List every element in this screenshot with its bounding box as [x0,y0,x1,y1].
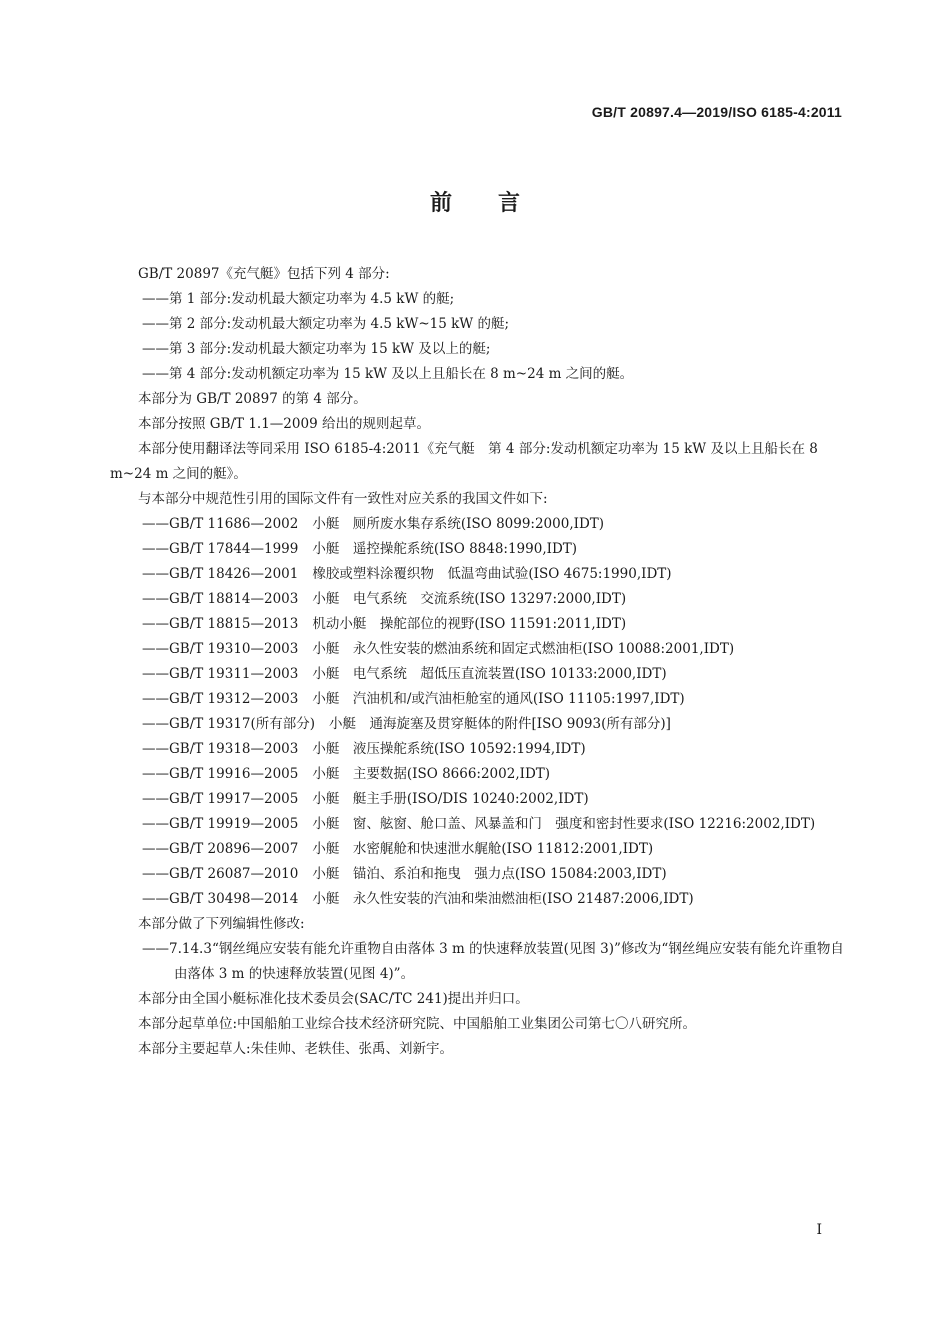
series-part-2: ——第 2 部分:发动机最大额定功率为 4.5 kW~15 kW 的艇; [142,316,510,332]
reference-title: 小艇 液压操舵系统(ISO 10592:1994,IDT) [312,741,586,757]
reference-number: ——GB/T 11686—2002 [142,516,299,532]
reference-item [110,562,844,587]
adoption-statement: 本部分使用翻译法等同采用 ISO 6185-4:2011《充气艇 第 4 部分:发动机额定功率为 15 kW 及以上且船长在 8 m~24 m 之间的艇》。 [110,441,818,482]
drafters-statement: 本部分主要起草人:朱佳帅、老轶佳、张禹、刘新宇。 [138,1041,454,1057]
reference-item [110,787,844,812]
reference-item [110,537,844,562]
reference-item [110,762,844,787]
reference-item [110,862,844,887]
reference-title: 小艇 通海旋塞及贯穿艇体的附件[ISO 9093(所有部分)] [329,716,671,732]
standard-code-header: GB/T 20897.4—2019/ISO 6185-4:2011 [591,104,842,120]
reference-title: 小艇 水密艉舱和快速泄水艉舱(ISO 11812:2001,IDT) [312,841,654,857]
reference-number: ——GB/T 18815—2013 [142,616,299,632]
reference-title: 小艇 主要数据(ISO 8666:2002,IDT) [312,766,551,782]
reference-item [110,512,844,537]
reference-title: 小艇 汽油机和/或汽油柜舱室的通风(ISO 11105:1997,IDT) [312,691,685,707]
reference-item [110,662,844,687]
reference-item [110,637,844,662]
series-part-4: ——第 4 部分:发动机额定功率为 15 kW 及以上且船长在 8 m~24 m 之间的艇。 [142,366,634,382]
reference-title: 小艇 永久性安装的汽油和柴油燃油柜(ISO 21487:2006,IDT) [312,891,694,907]
reference-number: ——GB/T 19311—2003 [142,666,299,682]
reference-title: 橡胶或塑料涂覆织物 低温弯曲试验(ISO 4675:1990,IDT) [312,566,672,582]
reference-title: 小艇 窗、舷窗、舱口盖、风暴盖和门 强度和密封性要求(ISO 12216:2002,IDT) [312,816,816,832]
reference-title: 机动小艇 操舵部位的视野(ISO 11591:2011,IDT) [312,616,627,632]
reference-item [110,587,844,612]
reference-title: 小艇 遥控操舵系统(ISO 8848:1990,IDT) [312,541,578,557]
this-part-statement: 本部分为 GB/T 20897 的第 4 部分。 [138,391,367,407]
reference-number: ——GB/T 19919—2005 [142,816,299,832]
page-title: 前言 [429,191,566,216]
reference-number: ——GB/T 19317(所有部分) [142,716,316,732]
reference-number: ——GB/T 19318—2003 [142,741,299,757]
reference-title: 小艇 电气系统 交流系统(ISO 13297:2000,IDT) [312,591,627,607]
reference-number: ——GB/T 18426—2001 [142,566,299,582]
reference-title: 小艇 电气系统 超低压直流装置(ISO 10133:2000,IDT) [312,666,667,682]
series-statement: GB/T 20897《充气艇》包括下列 4 部分: [138,266,390,282]
reference-item [110,837,844,862]
reference-number: ——GB/T 19917—2005 [142,791,299,807]
reference-item [110,887,844,912]
reference-number: ——GB/T 26087—2010 [142,866,299,882]
series-part-3: ——第 3 部分:发动机最大额定功率为 15 kW 及以上的艇; [142,341,491,357]
foreword-body [110,262,844,1062]
reference-title: 小艇 锚泊、系泊和拖曳 强力点(ISO 15084:2003,IDT) [312,866,667,882]
reference-number: ——GB/T 17844—1999 [142,541,299,557]
reference-item [110,612,844,637]
reference-item [110,687,844,712]
reference-number: ——GB/T 30498—2014 [142,891,299,907]
reference-item [110,737,844,762]
reference-title: 小艇 厕所废水集存系统(ISO 8099:2000,IDT) [312,516,605,532]
proposer-statement: 本部分由全国小艇标准化技术委员会(SAC/TC 241)提出并归口。 [138,991,529,1007]
drafting-units-statement: 本部分起草单位:中国船舶工业综合技术经济研究院、中国船舶工业集团公司第七〇八研究所。 [138,1016,697,1032]
editorial-item: ——7.14.3“钢丝绳应安装有能允许重物自由落体 3 m 的快速释放装置(见图 3)”修改为“钢丝绳应安装有能允许重物自由落体 3 m 的快速释放装置(见图 4)”。 [142,941,844,982]
reference-list [110,512,844,912]
reference-number: ——GB/T 19312—2003 [142,691,299,707]
editorial-intro: 本部分做了下列编辑性修改: [138,916,305,932]
drafting-rule-statement: 本部分按照 GB/T 1.1—2009 给出的规则起草。 [138,416,430,432]
reference-title: 小艇 永久性安装的燃油系统和固定式燃油柜(ISO 10088:2001,IDT) [312,641,735,657]
series-part-1: ——第 1 部分:发动机最大额定功率为 4.5 kW 的艇; [142,291,455,307]
reference-title: 小艇 艇主手册(ISO/DIS 10240:2002,IDT) [312,791,589,807]
reference-number: ——GB/T 19916—2005 [142,766,299,782]
correspondence-intro: 与本部分中规范性引用的国际文件有一致性对应关系的我国文件如下: [138,491,548,507]
reference-number: ——GB/T 18814—2003 [142,591,299,607]
page-number: I [816,1222,822,1238]
reference-number: ——GB/T 20896—2007 [142,841,299,857]
reference-item [110,712,844,737]
reference-number: ——GB/T 19310—2003 [142,641,299,657]
reference-item [110,812,844,837]
